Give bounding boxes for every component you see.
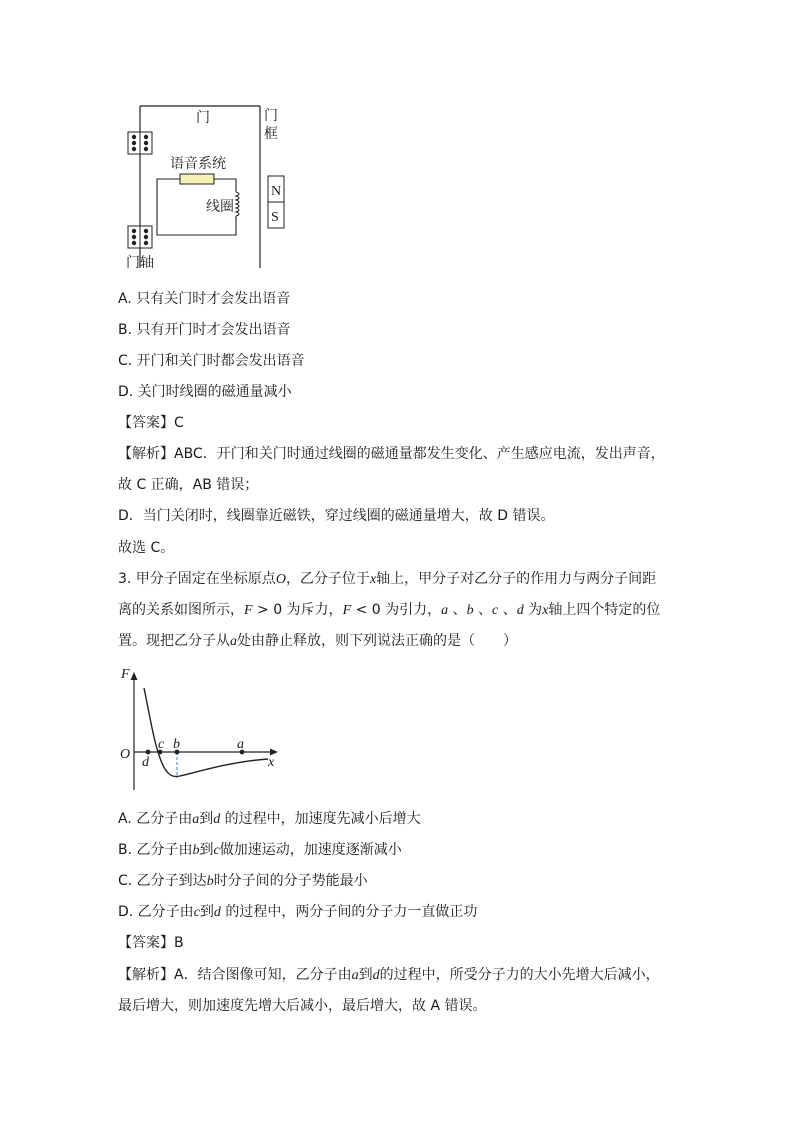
q2-option-d: D. 关门时线圈的磁通量减小: [118, 384, 292, 400]
q3-stem-line-3: 置。现把乙分子从a处由静止释放，则下列说法正确的是（ ）: [118, 633, 517, 649]
force-distance-graph: [118, 662, 288, 792]
label-b: b: [173, 737, 180, 752]
q3-option-a: A. 乙分子由a到d 的过程中，加速度先减小后增大: [118, 811, 421, 827]
q3-analysis-2: 最后增大，则加速度先增大后减小，最后增大，故 A 错误。: [118, 998, 487, 1014]
door-label: 门: [196, 110, 210, 126]
voice-system-box: [180, 174, 214, 184]
upper-hinge: [128, 132, 152, 154]
q3-stem-line-2: 离的关系如图所示，F > 0 为斥力，F < 0 为引力，a 、b 、c 、d 为x轴上四个特定的位: [118, 602, 661, 618]
label-d: d: [142, 755, 149, 770]
q2-analysis-1: 【解析】ABC．开门和关门时通过线圈的磁通量都发生变化、产生感应电流，发出声音，: [118, 446, 665, 462]
q2-option-a: A. 只有关门时才会发出语音: [118, 291, 291, 307]
label-a: a: [237, 737, 244, 752]
q3-option-d: D. 乙分子由c到d 的过程中，两分子间的分子力一直做正功: [118, 904, 478, 920]
magnet-n-label: N: [271, 184, 282, 199]
label-c: c: [158, 737, 165, 752]
coil-label: 线圈: [206, 199, 234, 215]
door-frame-label-1: 门: [264, 108, 278, 124]
origin-label: O: [120, 747, 131, 762]
lower-hinge: [128, 226, 152, 248]
q3-stem-line-1: 3. 甲分子固定在坐标原点O，乙分子位于x轴上，甲分子对乙分子的作用力与两分子间距: [118, 571, 657, 587]
q2-answer: 【答案】C: [118, 415, 184, 431]
f-axis-label: F: [121, 667, 130, 682]
q2-option-b: B. 只有开门时才会发出语音: [118, 322, 291, 338]
q3-option-c: C. 乙分子到达b时分子间的分子势能最小: [118, 873, 368, 889]
q3-option-b: B. 乙分子由b到c做加速运动，加速度逐渐减小: [118, 842, 402, 858]
magnet-s-label: S: [271, 210, 279, 225]
q3-answer: 【答案】B: [118, 935, 184, 951]
point-d: [146, 750, 151, 755]
q2-option-c: C. 开门和关门时都会发出语音: [118, 353, 305, 369]
q3-analysis-1: 【解析】A．结合图像可知，乙分子由a到d的过程中，所受分子力的大小先增大后减小，: [118, 967, 660, 983]
voice-system-label: 语音系统: [170, 156, 226, 172]
q2-conclusion: 故选 C。: [118, 540, 175, 556]
x-axis-label: x: [268, 755, 275, 770]
force-curve: [144, 688, 268, 777]
q2-analysis-2: 故 C 正确，AB 错误；: [118, 477, 259, 493]
hinge-label: 门轴: [126, 255, 154, 271]
door-voice-figure: [120, 100, 290, 272]
door-frame-label-2: 框: [264, 126, 278, 142]
q2-analysis-3: D．当门关闭时，线圈靠近磁铁，穿过线圈的磁通量增大，故 D 错误。: [118, 508, 555, 524]
f-axis-arrow: [131, 672, 138, 680]
